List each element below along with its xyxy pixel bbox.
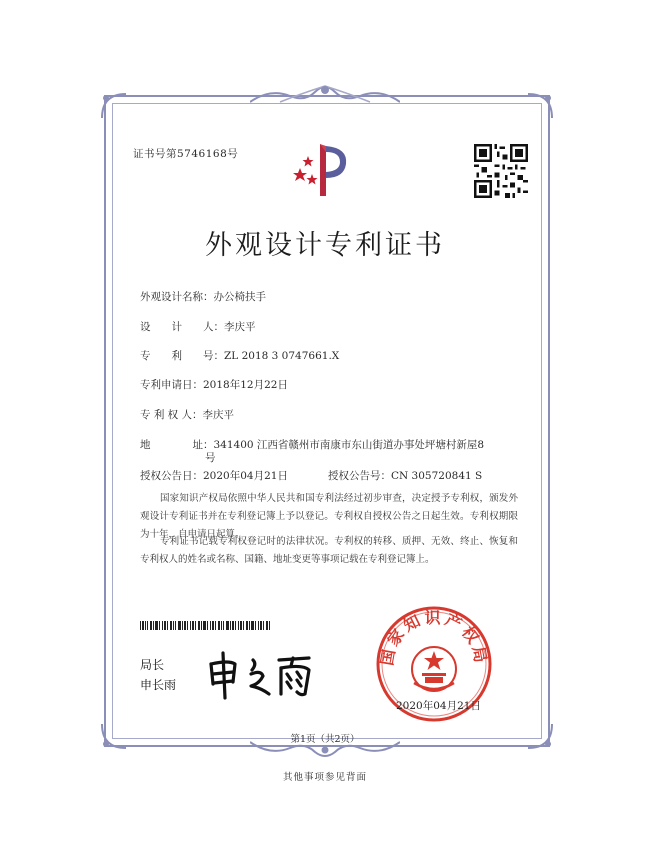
announce-number-value: CN 305720841 S <box>391 470 483 482</box>
top-ornament <box>250 80 400 106</box>
designer-label: 设 计 人： <box>140 321 224 333</box>
patent-number-row <box>140 348 339 363</box>
cnipa-logo-icon <box>290 138 360 198</box>
address-value-line2: 号 <box>205 452 216 464</box>
designer-value: 李庆平 <box>224 321 256 333</box>
signer-name: 申长雨 <box>140 678 177 692</box>
handwritten-signature <box>205 650 333 700</box>
announce-date-value: 2020年04月21日 <box>203 470 288 482</box>
design-name-label: 外观设计名称： <box>140 291 214 303</box>
signer-title: 局长 <box>140 658 165 672</box>
address-label: 地 址： <box>140 439 214 451</box>
certificate-number: 证书号第5746168号 <box>133 148 239 160</box>
address-row <box>140 437 484 452</box>
address-value-line1: 341400 江西省赣州市南康市东山街道办事处坪塘村新屋8 <box>213 439 485 451</box>
announce-date-label: 授权公告日： <box>140 470 203 482</box>
corner-ornament-top-left <box>98 90 128 120</box>
barcode-icon <box>140 621 270 630</box>
design-name-row <box>140 289 266 304</box>
footer-note: 其他事项参见背面 <box>282 772 367 783</box>
legal-status-paragraph: 专利证书记载专利权登记时的法律状况。专利权的转移、质押、无效、终止、恢复和专利权人的姓名或名称、国籍、地址变更等事项记载在专利登记簿上。 <box>140 536 518 565</box>
announce-number-label: 授权公告号： <box>328 470 391 482</box>
patentee-value: 李庆平 <box>202 409 235 421</box>
patent-number-value: ZL 2018 3 0747661.X <box>224 350 340 362</box>
grant-paragraph: 国家知识产权局依照中华人民共和国专利法经过初步审查，决定授予专利权，颁发外观设计专利证书并在专利登记簿上予以登记。专利权自授权公告之日起生效。专利权期限为十年，自申请日起算。 <box>140 493 518 540</box>
filing-date-row <box>140 377 288 392</box>
patentee-row <box>140 407 234 422</box>
filing-date-label: 专利申请日： <box>140 379 203 391</box>
qr-code-icon <box>474 144 528 198</box>
announce-number-row <box>328 468 482 483</box>
design-name-value: 办公椅扶手 <box>213 291 266 303</box>
certificate-title: 外观设计专利证书 <box>205 230 445 261</box>
designer-row <box>140 319 256 334</box>
patent-number-label: 专 利 号： <box>140 350 224 362</box>
page-indicator: 第1页（共2页） <box>290 734 360 745</box>
filing-date-value: 2018年12月22日 <box>203 379 288 391</box>
patentee-label: 专 利 权 人： <box>140 409 203 421</box>
svg-text:国家知识产权局: 国家知识产权局 <box>377 608 491 667</box>
address-row-continued <box>205 450 216 465</box>
corner-ornament-top-right <box>526 90 556 120</box>
seal-date: 2020年04月21日 <box>396 700 481 712</box>
announce-date-row <box>140 468 288 483</box>
